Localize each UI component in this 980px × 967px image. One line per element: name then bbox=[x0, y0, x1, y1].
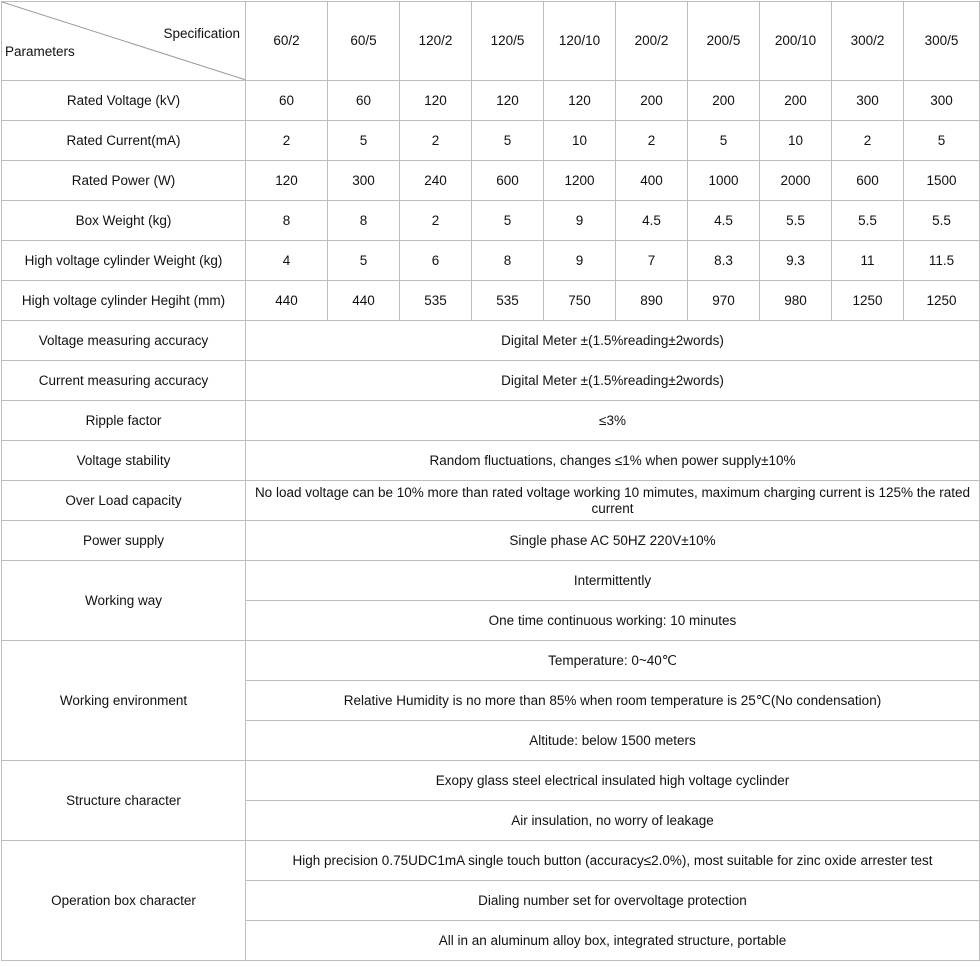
value-cell: 535 bbox=[472, 281, 544, 321]
table-row bbox=[2, 441, 980, 481]
value-cell: 120 bbox=[472, 81, 544, 121]
value-cell: 300 bbox=[328, 161, 400, 201]
value-cell: 440 bbox=[246, 281, 328, 321]
corner-cell bbox=[2, 2, 246, 81]
value-cell: 890 bbox=[616, 281, 688, 321]
table-row bbox=[2, 641, 980, 681]
row-label: Rated Power (W) bbox=[2, 161, 246, 201]
spec-value-cell: Intermittently bbox=[246, 561, 980, 601]
header-row bbox=[2, 2, 980, 81]
value-cell: 5.5 bbox=[832, 201, 904, 241]
spec-value-cell: Digital Meter ±(1.5%reading±2words) bbox=[246, 321, 980, 361]
spec-value-cell: Air insulation, no worry of leakage bbox=[246, 801, 980, 841]
spec-value-cell: One time continuous working: 10 minutes bbox=[246, 601, 980, 641]
value-cell: 5.5 bbox=[760, 201, 832, 241]
value-cell: 1250 bbox=[904, 281, 980, 321]
value-cell: 600 bbox=[832, 161, 904, 201]
value-cell: 8.3 bbox=[688, 241, 760, 281]
parameters-label: Parameters bbox=[5, 44, 75, 59]
value-cell: 300 bbox=[904, 81, 980, 121]
table-row bbox=[2, 761, 980, 801]
spec-value-cell: All in an aluminum alloy box, integrated structure, portable bbox=[246, 921, 980, 961]
value-cell: 1500 bbox=[904, 161, 980, 201]
table-row bbox=[2, 281, 980, 321]
value-cell: 5 bbox=[688, 121, 760, 161]
value-cell: 1000 bbox=[688, 161, 760, 201]
value-cell: 5 bbox=[328, 121, 400, 161]
model-header: 200/10 bbox=[760, 2, 832, 81]
model-header: 60/2 bbox=[246, 2, 328, 81]
row-label: High voltage cylinder Weight (kg) bbox=[2, 241, 246, 281]
value-cell: 10 bbox=[544, 121, 616, 161]
model-header: 120/2 bbox=[400, 2, 472, 81]
value-cell: 535 bbox=[400, 281, 472, 321]
table-row bbox=[2, 121, 980, 161]
model-header: 200/2 bbox=[616, 2, 688, 81]
spec-value-cell: Altitude: below 1500 meters bbox=[246, 721, 980, 761]
value-cell: 200 bbox=[616, 81, 688, 121]
value-cell: 2 bbox=[832, 121, 904, 161]
value-cell: 5 bbox=[904, 121, 980, 161]
value-cell: 7 bbox=[616, 241, 688, 281]
value-cell: 10 bbox=[760, 121, 832, 161]
model-header: 120/10 bbox=[544, 2, 616, 81]
row-label: Rated Current(mA) bbox=[2, 121, 246, 161]
value-cell: 8 bbox=[246, 201, 328, 241]
value-cell: 5 bbox=[472, 201, 544, 241]
row-label: Voltage measuring accuracy bbox=[2, 321, 246, 361]
spec-value-cell: No load voltage can be 10% more than rated voltage working 10 mimutes, maximum charging current is 125% the rated current bbox=[246, 481, 980, 521]
value-cell: 980 bbox=[760, 281, 832, 321]
row-label: Ripple factor bbox=[2, 401, 246, 441]
row-label: Current measuring accuracy bbox=[2, 361, 246, 401]
table-row bbox=[2, 321, 980, 361]
value-cell: 970 bbox=[688, 281, 760, 321]
model-header: 300/5 bbox=[904, 2, 980, 81]
value-cell: 5.5 bbox=[904, 201, 980, 241]
model-header: 60/5 bbox=[328, 2, 400, 81]
table-row bbox=[2, 361, 980, 401]
value-cell: 60 bbox=[246, 81, 328, 121]
value-cell: 2000 bbox=[760, 161, 832, 201]
value-cell: 440 bbox=[328, 281, 400, 321]
value-cell: 120 bbox=[544, 81, 616, 121]
specification-label: Specification bbox=[163, 26, 240, 41]
row-label: Operation box character bbox=[2, 841, 246, 961]
spec-value-cell: Dialing number set for overvoltage protection bbox=[246, 881, 980, 921]
value-cell: 750 bbox=[544, 281, 616, 321]
table-row bbox=[2, 521, 980, 561]
spec-value-cell: Random fluctuations, changes ≤1% when power supply±10% bbox=[246, 441, 980, 481]
table-row bbox=[2, 561, 980, 601]
table-row bbox=[2, 401, 980, 441]
value-cell: 200 bbox=[688, 81, 760, 121]
value-cell: 6 bbox=[400, 241, 472, 281]
value-cell: 11.5 bbox=[904, 241, 980, 281]
value-cell: 11 bbox=[832, 241, 904, 281]
value-cell: 2 bbox=[400, 121, 472, 161]
value-cell: 240 bbox=[400, 161, 472, 201]
table-row bbox=[2, 81, 980, 121]
value-cell: 1200 bbox=[544, 161, 616, 201]
value-cell: 400 bbox=[616, 161, 688, 201]
value-cell: 120 bbox=[246, 161, 328, 201]
table-row bbox=[2, 241, 980, 281]
row-label: Working environment bbox=[2, 641, 246, 761]
row-label: Rated Voltage (kV) bbox=[2, 81, 246, 121]
spec-value-cell: Exopy glass steel electrical insulated high voltage cyclinder bbox=[246, 761, 980, 801]
table-row bbox=[2, 161, 980, 201]
value-cell: 4.5 bbox=[688, 201, 760, 241]
value-cell: 8 bbox=[328, 201, 400, 241]
spec-value-cell: Digital Meter ±(1.5%reading±2words) bbox=[246, 361, 980, 401]
spec-value-cell: ≤3% bbox=[246, 401, 980, 441]
row-label: High voltage cylinder Hegiht (mm) bbox=[2, 281, 246, 321]
spec-value-cell: High precision 0.75UDC1mA single touch button (accuracy≤2.0%), most suitable for zinc oxide arrester test bbox=[246, 841, 980, 881]
value-cell: 200 bbox=[760, 81, 832, 121]
value-cell: 600 bbox=[472, 161, 544, 201]
table-row bbox=[2, 481, 980, 521]
value-cell: 9.3 bbox=[760, 241, 832, 281]
value-cell: 4.5 bbox=[616, 201, 688, 241]
row-label: Working way bbox=[2, 561, 246, 641]
value-cell: 2 bbox=[246, 121, 328, 161]
row-label: Structure character bbox=[2, 761, 246, 841]
model-header: 120/5 bbox=[472, 2, 544, 81]
value-cell: 9 bbox=[544, 201, 616, 241]
spec-value-cell: Temperature: 0~40℃ bbox=[246, 641, 980, 681]
value-cell: 5 bbox=[472, 121, 544, 161]
value-cell: 120 bbox=[400, 81, 472, 121]
spec-value-cell: Single phase AC 50HZ 220V±10% bbox=[246, 521, 980, 561]
value-cell: 4 bbox=[246, 241, 328, 281]
value-cell: 1250 bbox=[832, 281, 904, 321]
value-cell: 300 bbox=[832, 81, 904, 121]
value-cell: 8 bbox=[472, 241, 544, 281]
value-cell: 5 bbox=[328, 241, 400, 281]
row-label: Over Load capacity bbox=[2, 481, 246, 521]
value-cell: 2 bbox=[616, 121, 688, 161]
table-row bbox=[2, 841, 980, 881]
specification-table bbox=[1, 1, 980, 961]
value-cell: 9 bbox=[544, 241, 616, 281]
value-cell: 2 bbox=[400, 201, 472, 241]
row-label: Voltage stability bbox=[2, 441, 246, 481]
model-header: 300/2 bbox=[832, 2, 904, 81]
value-cell: 60 bbox=[328, 81, 400, 121]
spec-value-cell: Relative Humidity is no more than 85% when room temperature is 25℃(No condensation) bbox=[246, 681, 980, 721]
model-header: 200/5 bbox=[688, 2, 760, 81]
row-label: Power supply bbox=[2, 521, 246, 561]
row-label: Box Weight (kg) bbox=[2, 201, 246, 241]
table-row bbox=[2, 201, 980, 241]
